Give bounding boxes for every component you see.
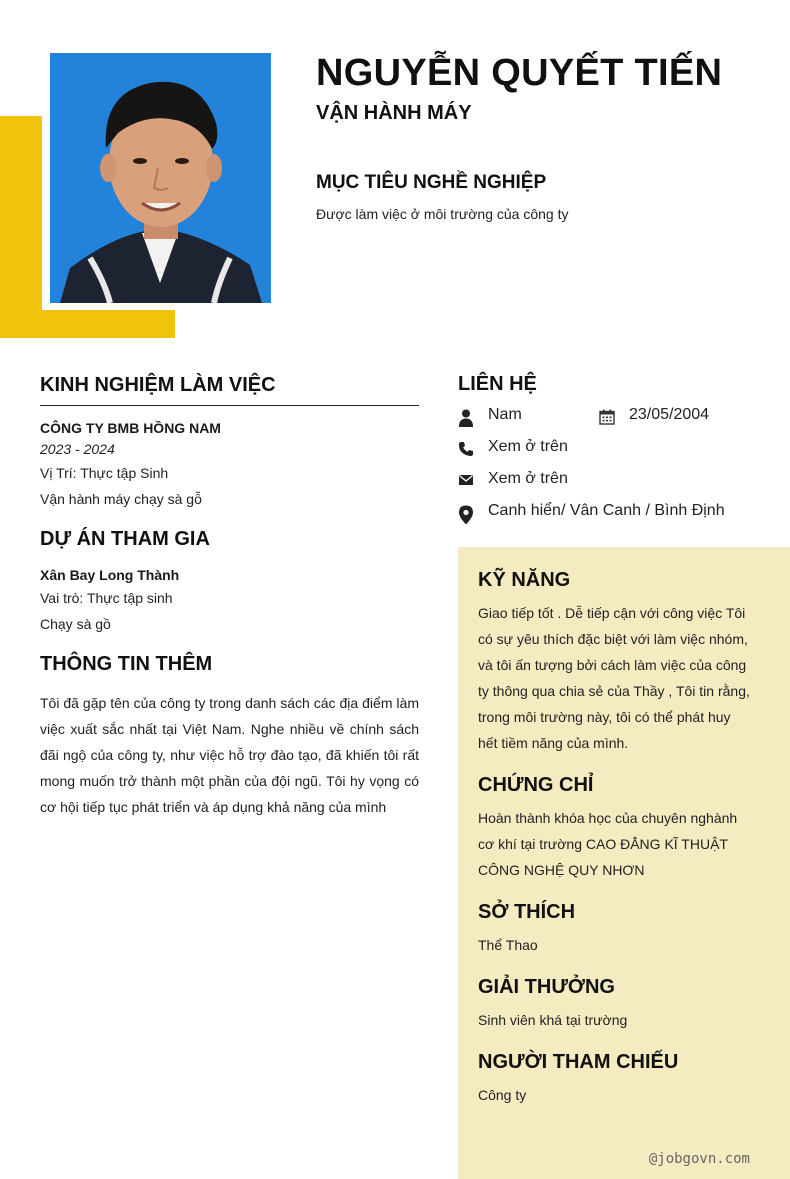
objective-title: MỤC TIÊU NGHỀ NGHIỆP [316, 172, 547, 193]
project-role: Vai trò: Thực tập sinh [40, 590, 173, 606]
experience-title: KINH NGHIỆM LÀM VIỆC [40, 374, 419, 406]
references-text: Công ty [478, 1087, 527, 1103]
contact-address: Canh hiển/ Vân Canh / Bình Định [488, 502, 725, 519]
additional-title: THÔNG TIN THÊM [40, 653, 213, 675]
certificates-text: Hoàn thành khóa học của chuyên nghành cơ khí tại trường CAO ĐẲNG KĨ THUẬT CÔNG NGHỆ QUY NHƠN [478, 810, 738, 878]
accent-bar-vertical [0, 116, 42, 338]
experience-period: 2023 - 2024 [40, 441, 115, 457]
side-panel [458, 547, 790, 1179]
additional-text: Tôi đã gặp tên của công ty trong danh sách các địa điểm làm việc xuất sắc nhất tại Việt Nam. Nghe nhiều về chính sách đãi ngộ của công ty, như việc hỗ trợ đào tạo, đã khiến tôi rất mong muốn trở thành một phần của đội ngũ. Tôi hy vọng có cơ hội tiếp tục phát triển và áp dụng khả năng của mình [40, 695, 419, 815]
hobbies-text: Thể Thao [478, 937, 538, 953]
person-icon [458, 409, 474, 427]
contact-gender: Nam [488, 406, 522, 423]
references-title: NGƯỜI THAM CHIẾU [478, 1051, 679, 1073]
contact-row-gender-dob [458, 404, 778, 436]
contact-dob: 23/05/2004 [629, 406, 710, 423]
contact-row-phone [458, 436, 778, 468]
hobbies-title: SỞ THÍCH [478, 901, 576, 923]
accent-bar-horizontal [0, 310, 175, 338]
awards-text: Sinh viên khá tại trường [478, 1012, 628, 1028]
calendar-icon [599, 409, 615, 427]
mail-icon [458, 473, 474, 491]
contact-row-email [458, 468, 778, 500]
certificates-title: CHỨNG CHỈ [478, 774, 594, 796]
contact-email: Xem ở trên [488, 470, 568, 487]
skills-text: Giao tiếp tốt . Dễ tiếp cận với công việc Tôi có sự yêu thích đặc biệt với làm việc nhóm, và tôi ấn tượng bởi cách làm việc của công ty thông qua chia sẻ của Thầy , Tôi tin rằng, trong môi trường này, tôi có thể phát huy hết tiềm năng của mình. [478, 605, 750, 751]
project-name: Xân Bay Long Thành [40, 567, 180, 583]
contact-row-address [458, 500, 778, 532]
awards-title: GIẢI THƯỞNG [478, 976, 615, 998]
candidate-position: VẬN HÀNH MÁY [316, 102, 472, 124]
experience-description: Vận hành máy chạy sà gỗ [40, 491, 202, 507]
contact-title: LIÊN HỆ [458, 373, 537, 395]
experience-role: Vị Trí: Thực tập Sinh [40, 465, 169, 481]
left-column [40, 374, 419, 820]
contact-section [458, 373, 778, 532]
objective-text: Được làm việc ở môi trường của công ty [316, 206, 569, 222]
contact-phone: Xem ở trên [488, 438, 568, 455]
projects-title: DỰ ÁN THAM GIA [40, 528, 210, 550]
location-pin-icon [458, 505, 474, 523]
profile-photo [50, 53, 271, 303]
phone-icon [458, 441, 474, 459]
project-description: Chạy sà gồ [40, 616, 111, 632]
experience-company: CÔNG TY BMB HỒNG NAM [40, 420, 221, 436]
watermark: @jobgovn.com [648, 1151, 750, 1167]
skills-title: KỸ NĂNG [478, 569, 571, 591]
candidate-name: NGUYỄN QUYẾT TIẾN [316, 52, 723, 94]
